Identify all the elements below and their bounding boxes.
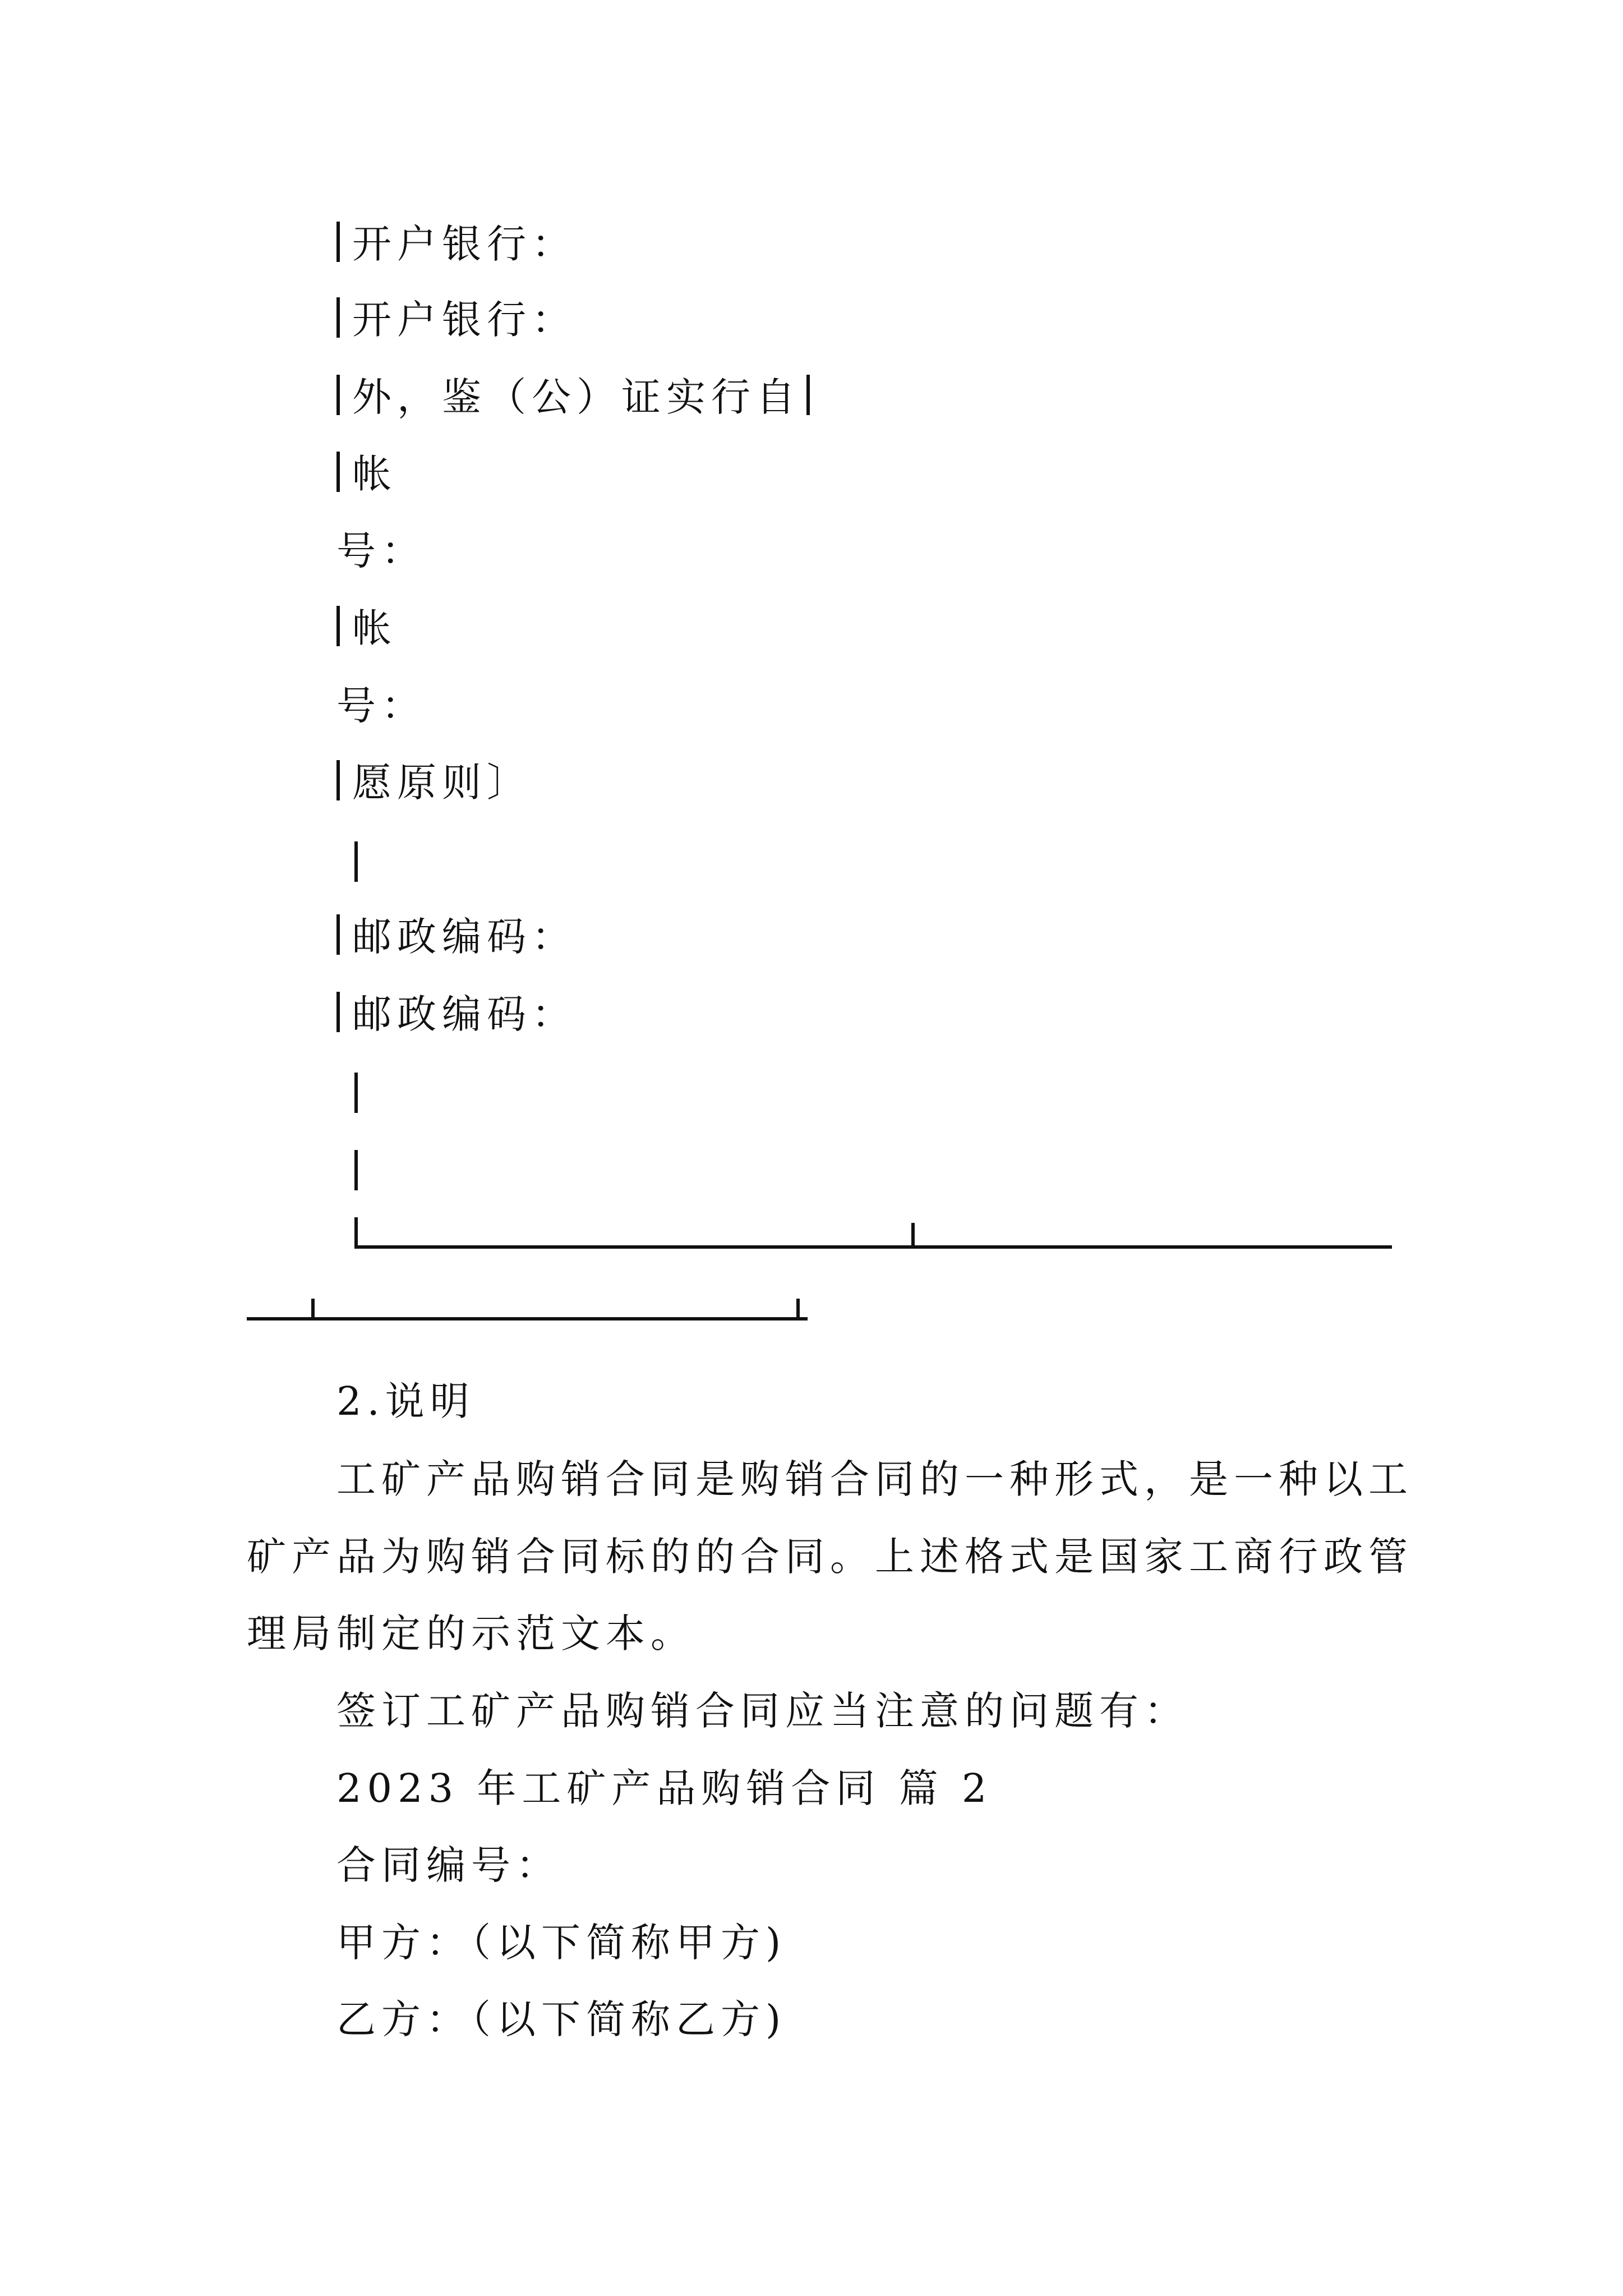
section-heading: 2.说明 — [336, 1378, 475, 1424]
table-border — [336, 992, 340, 1032]
paragraph: 签订工矿产品购销合同应当注意的问题有： — [336, 1688, 1189, 1734]
form-row-account-2 — [336, 606, 397, 651]
table-border — [336, 375, 340, 415]
form-label: 邮政编码： — [352, 991, 577, 1037]
form-row-account-1 — [336, 452, 397, 496]
table-border — [354, 1150, 358, 1190]
document-title: 2023 年工矿产品购销合同 篇 2 — [336, 1765, 993, 1811]
party-b-line: 乙方：（以下简称乙方) — [336, 1996, 787, 2042]
form-row-bank-2 — [336, 297, 577, 342]
form-row-bank-1 — [336, 222, 577, 266]
table-border — [247, 1317, 808, 1320]
form-row-notarization — [336, 375, 810, 420]
table-border — [806, 375, 810, 415]
form-label: 号： — [336, 683, 426, 729]
table-border — [336, 760, 340, 800]
table-border — [354, 1073, 358, 1113]
table-border — [911, 1223, 915, 1248]
form-row-principle — [336, 760, 532, 805]
form-label: 号： — [336, 528, 426, 574]
paragraph-line: 工矿产品购销合同是购销合同的一种形式，是一种以工 — [336, 1456, 1413, 1502]
form-text: 外，鉴（公）证实行自 — [352, 374, 801, 420]
table-border — [336, 914, 340, 955]
form-label: 邮政编码： — [352, 914, 577, 960]
contract-number-label: 合同编号： — [336, 1842, 561, 1888]
form-label: 开户银行： — [352, 221, 577, 267]
paragraph-line: 矿产品为购销合同标的的合同。上述格式是国家工商行政管 — [247, 1534, 1413, 1580]
table-border — [796, 1299, 800, 1320]
paragraph-line: 理局制定的示范文本。 — [247, 1611, 695, 1657]
form-row-account-2-cont — [336, 683, 426, 728]
party-a-line: 甲方：（以下简称甲方) — [336, 1920, 787, 1966]
form-label: 帐 — [352, 605, 397, 651]
form-row-postcode-1 — [336, 914, 577, 959]
table-border — [336, 297, 340, 338]
table-border — [354, 1217, 358, 1248]
table-border — [311, 1299, 315, 1320]
form-text: 愿原则〕 — [352, 760, 532, 806]
form-label: 帐 — [352, 451, 397, 497]
table-border — [336, 222, 340, 262]
form-row-postcode-2 — [336, 992, 577, 1037]
table-border — [354, 1245, 1392, 1249]
table-border — [336, 606, 340, 646]
form-label: 开户银行： — [352, 297, 577, 343]
form-row-account-1-cont — [336, 528, 426, 573]
table-border — [336, 452, 340, 492]
table-border — [354, 841, 358, 882]
